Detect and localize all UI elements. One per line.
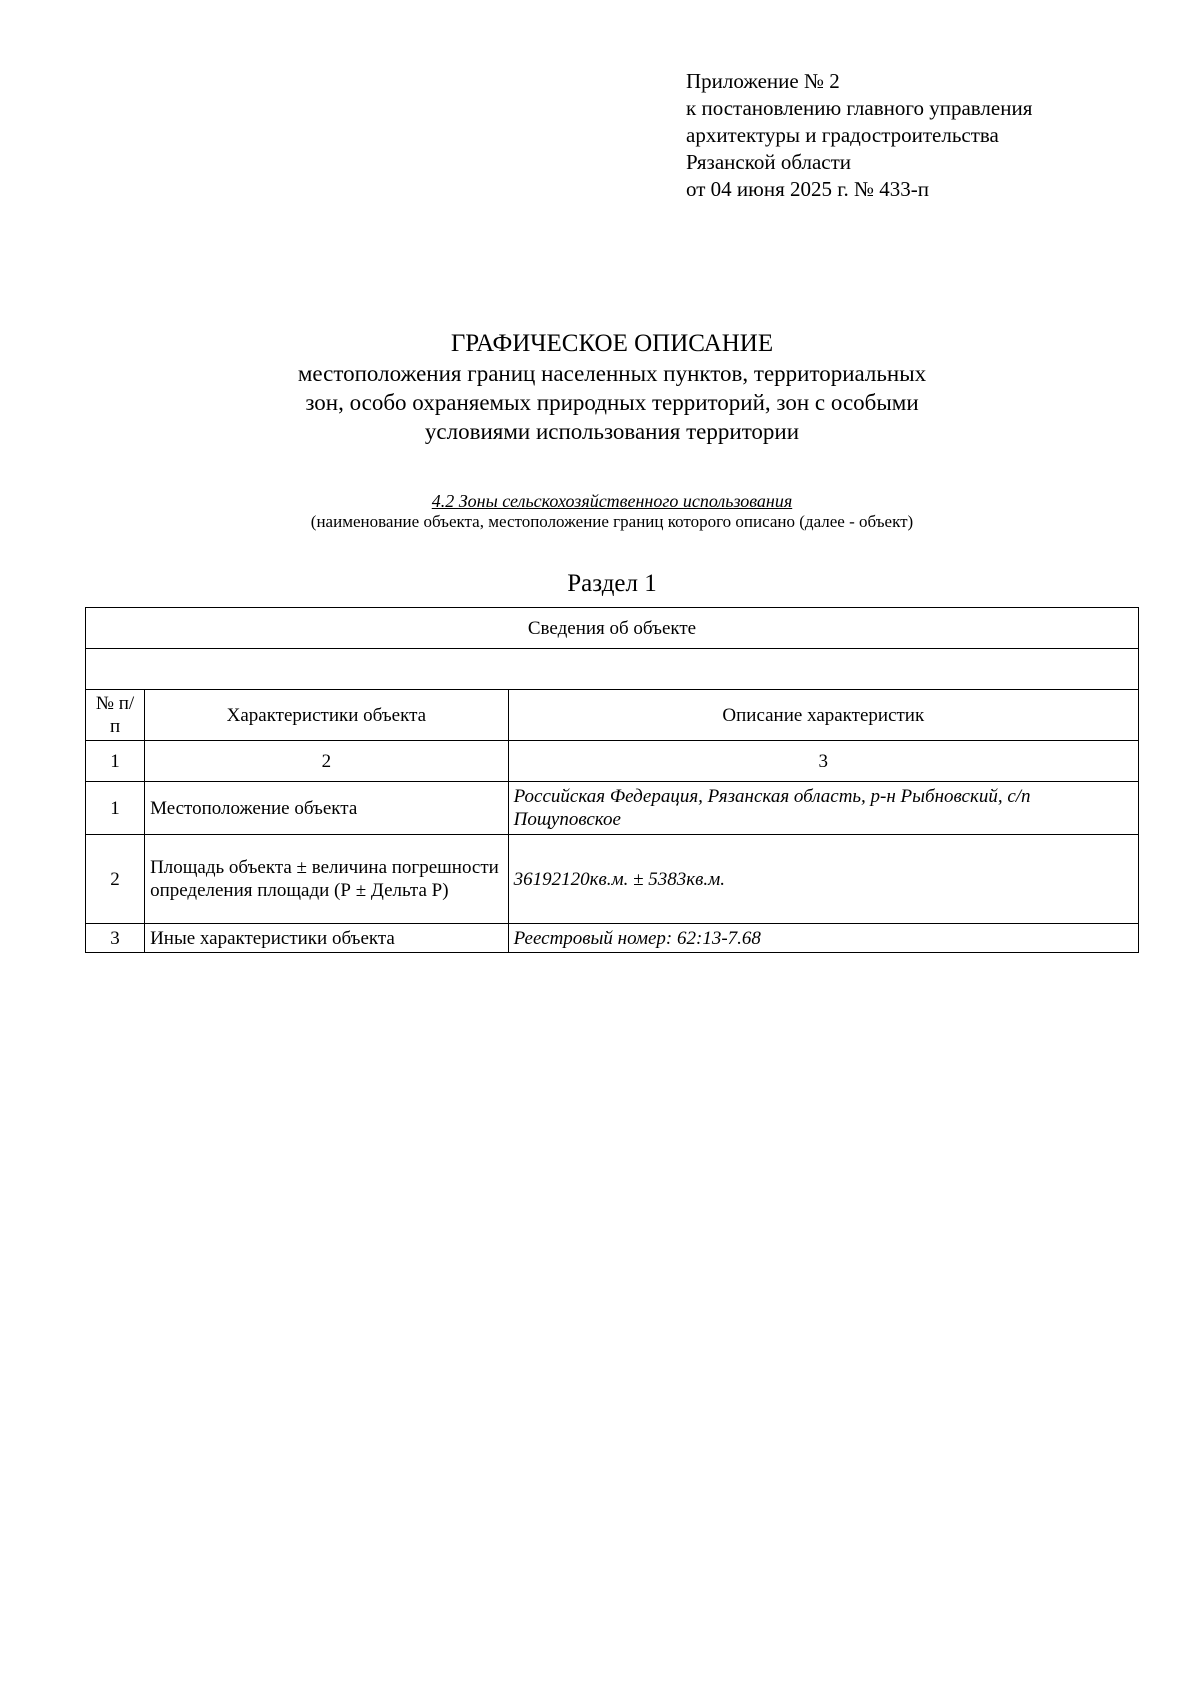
appendix-line: Рязанской области bbox=[686, 150, 852, 174]
row-description: Российская Федерация, Рязанская область, р-н Рыбновский, с/п Пощуповское bbox=[508, 782, 1138, 835]
table-header-row bbox=[86, 690, 1139, 741]
column-number: 3 bbox=[508, 741, 1138, 782]
table-row bbox=[86, 782, 1139, 835]
subtitle-line: местоположения границ населенных пунктов, территориальных bbox=[297, 361, 927, 386]
subtitle-line: условиями использования территории bbox=[424, 419, 800, 444]
appendix-line: к постановлению главного управления bbox=[686, 96, 1033, 120]
table-caption-row bbox=[86, 608, 1139, 649]
appendix-line: от 04 июня 2025 г. № 433-п bbox=[686, 177, 929, 201]
column-number: 1 bbox=[86, 741, 145, 782]
object-info-table bbox=[85, 607, 1139, 953]
title-block bbox=[0, 328, 1200, 446]
table-row bbox=[86, 924, 1139, 953]
object-block bbox=[0, 490, 1200, 532]
object-name: 4.2 Зоны сельскохозяйственного использования bbox=[431, 491, 793, 511]
table-row bbox=[86, 835, 1139, 924]
header-description: Описание характеристик bbox=[508, 690, 1138, 741]
table-empty-row bbox=[86, 649, 1139, 690]
document-title: ГРАФИЧЕСКОЕ ОПИСАНИЕ bbox=[450, 330, 774, 357]
subtitle-line: зон, особо охраняемых природных территорий, зон с особыми bbox=[305, 390, 919, 415]
row-description: 36192120кв.м. ± 5383кв.м. bbox=[508, 835, 1138, 924]
row-characteristic: Местоположение объекта bbox=[145, 782, 509, 835]
appendix-line: Приложение № 2 bbox=[686, 69, 840, 93]
row-characteristic: Иные характеристики объекта bbox=[145, 924, 509, 953]
header-number: № п/п bbox=[86, 690, 145, 741]
object-caption: (наименование объекта, местоположение границ которого описано (далее - объект) bbox=[310, 512, 914, 531]
table-empty-cell bbox=[86, 649, 1139, 690]
document-subtitle bbox=[0, 359, 1200, 446]
table-column-number-row bbox=[86, 741, 1139, 782]
row-description: Реестровый номер: 62:13-7.68 bbox=[508, 924, 1138, 953]
header-characteristic: Характеристики объекта bbox=[145, 690, 509, 741]
appendix-block bbox=[686, 68, 1032, 203]
section-title: Раздел 1 bbox=[567, 570, 657, 597]
column-number: 2 bbox=[145, 741, 509, 782]
row-characteristic: Площадь объекта ± величина погрешности определения площади (Р ± Дельта Р) bbox=[145, 835, 509, 924]
row-number: 1 bbox=[86, 782, 145, 835]
row-number: 3 bbox=[86, 924, 145, 953]
row-number: 2 bbox=[86, 835, 145, 924]
appendix-line: архитектуры и градостроительства bbox=[686, 123, 999, 147]
table-caption: Сведения об объекте bbox=[86, 608, 1139, 649]
